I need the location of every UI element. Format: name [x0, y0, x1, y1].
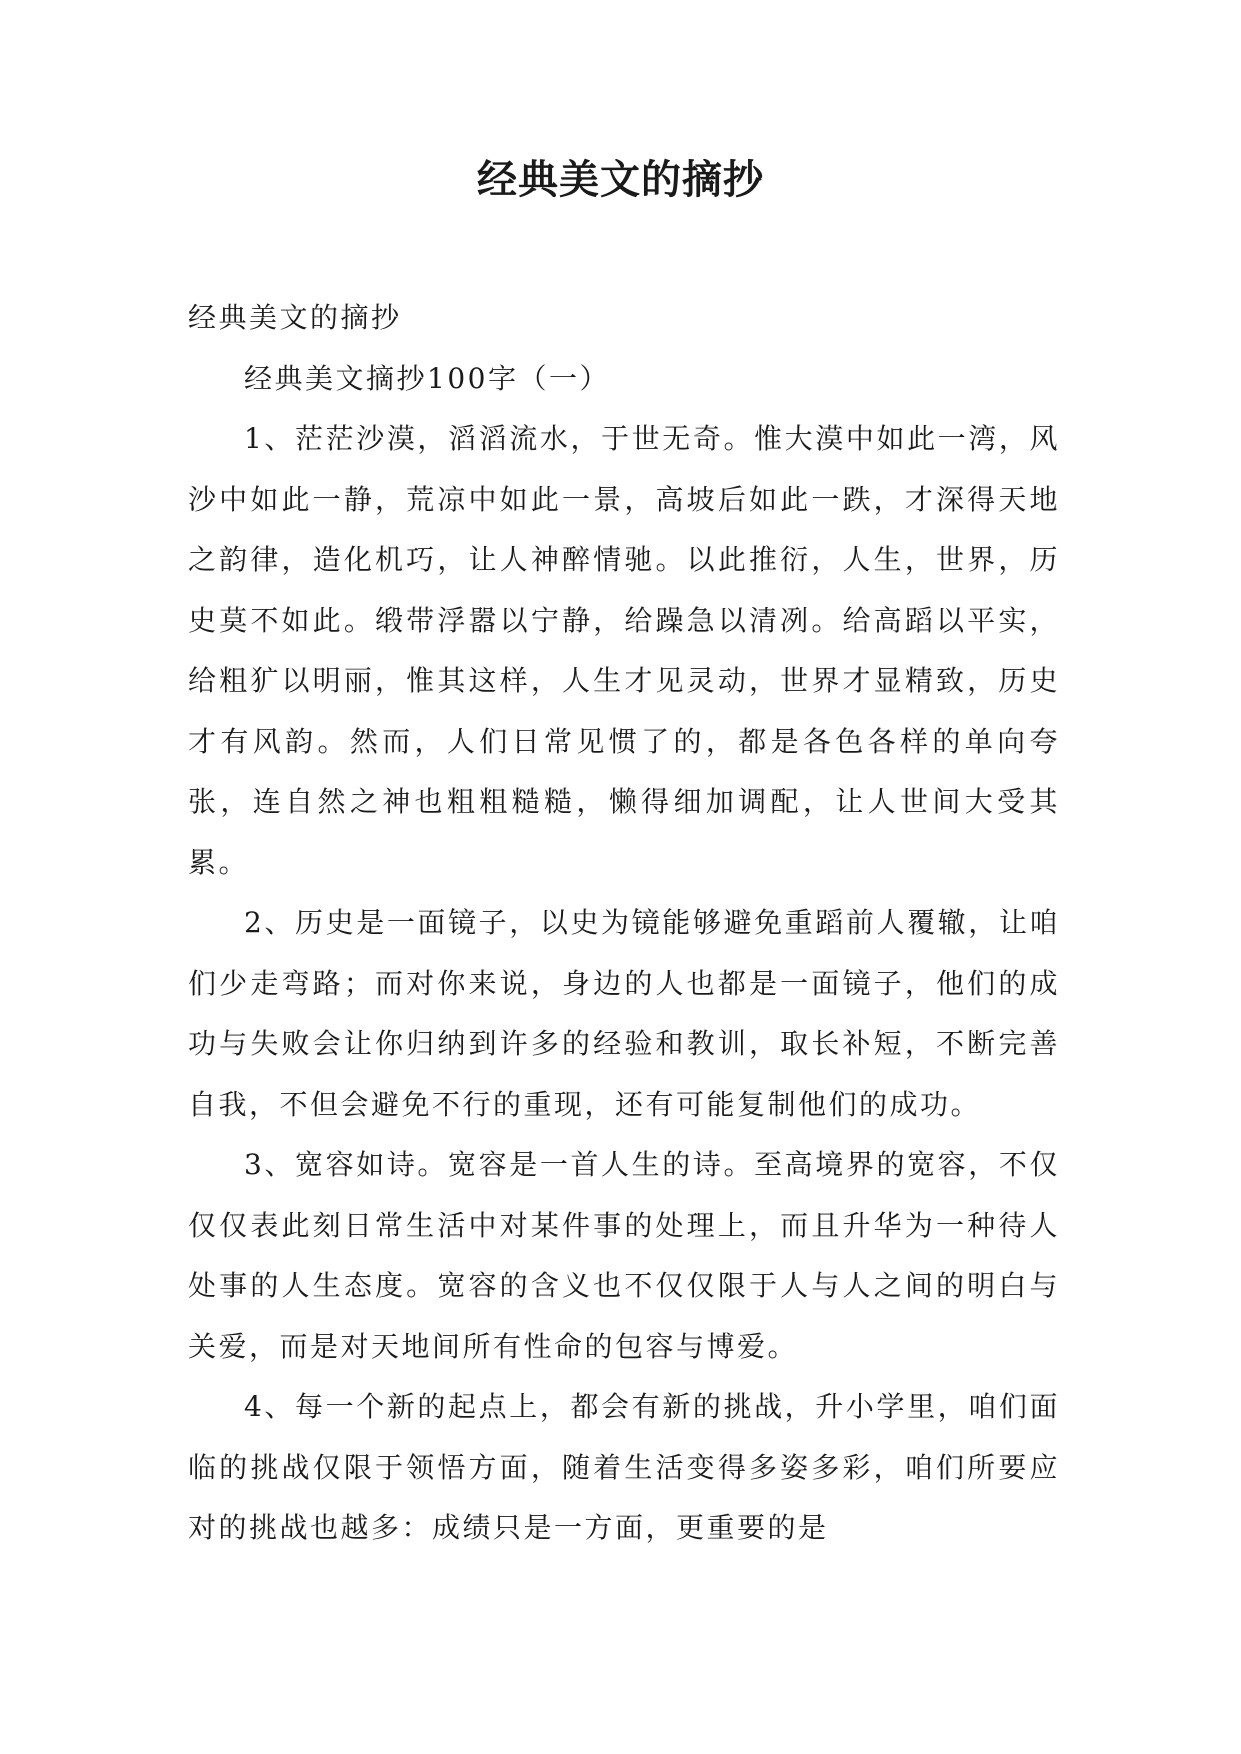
section-heading: 经典美文摘抄100字（一） [244, 361, 610, 395]
paragraph-3: 3、宽容如诗。宽容是一首人生的诗。至高境界的宽容，不仅仅仅表此刻日常生活中对某件事的处理上，而且升华为一种待人处事的人生态度。宽容的含义也不仅仅限于人与人之间的明白与关爱，而是对天地间所有性命的包容与博爱。 [188, 1148, 1060, 1363]
document-title: 经典美文的摘抄 [477, 157, 764, 203]
document-body [188, 288, 1060, 1559]
paragraph-2: 2、历史是一面镜子，以史为镜能够避免重蹈前人覆辙，让咱们少走弯路；而对你来说，身边的人也都是一面镜子，他们的成功与失败会让你归纳到许多的经验和教训，取长补短，不断完善自我，不但会避免不行的重现，还有可能复制他们的成功。 [188, 906, 1060, 1121]
subtitle-line: 经典美文的摘抄 [188, 301, 402, 334]
paragraph-1: 1、茫茫沙漠，滔滔流水，于世无奇。惟大漠中如此一湾，风沙中如此一静，荒凉中如此一景，高坡后如此一跌，才深得天地之韵律，造化机巧，让人神醉情驰。以此推衍，人生，世界，历史莫不如此。缎带浮嚣以宁静，给躁急以清冽。给高蹈以平实，给粗犷以明丽，惟其这样，人生才见灵动，世界才显精致，历史才有风韵。然而，人们日常见惯了的，都是各色各样的单向夸张，连自然之神也粗粗糙糙，懒得细加调配，让人世间大受其累。 [188, 422, 1060, 879]
paragraph-4: 4、每一个新的起点上，都会有新的挑战，升小学里，咱们面临的挑战仅限于领悟方面，随着生活变得多姿多彩，咱们所要应对的挑战也越多：成绩只是一方面，更重要的是 [188, 1390, 1060, 1544]
